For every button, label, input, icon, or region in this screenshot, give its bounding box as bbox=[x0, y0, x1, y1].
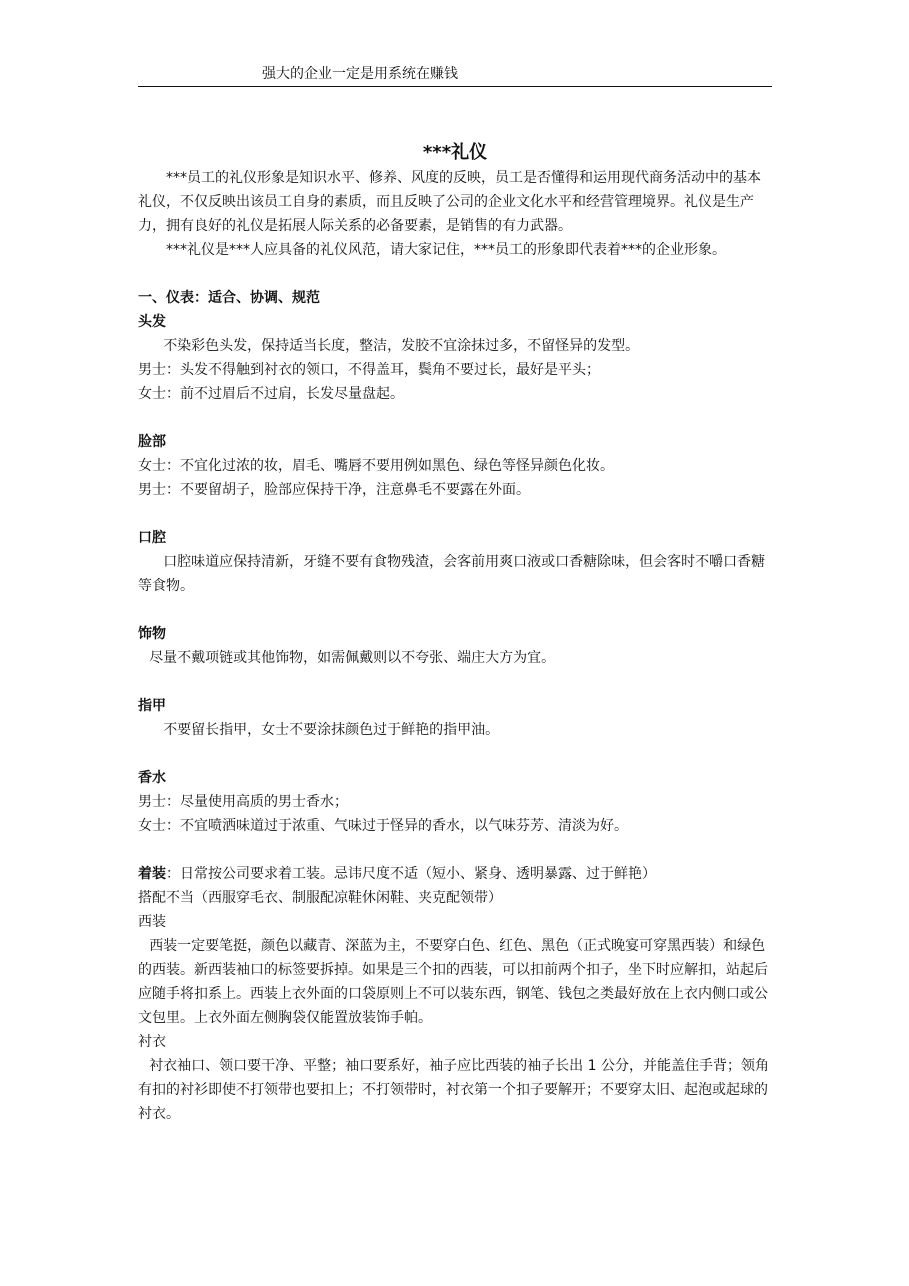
hair-general-text: 不染彩色头发，保持适当长度，整洁，发胶不宜涂抹过多，不留怪异的发型。 bbox=[163, 338, 640, 354]
accessories-text: 尽量不戴项链或其他饰物，如需佩戴则以不夸张、端庄大方为宜。 bbox=[149, 650, 556, 666]
subheading-nails: 指甲 bbox=[138, 698, 166, 714]
shirt-title: 衬衣 bbox=[138, 1034, 166, 1050]
subheading-hair: 头发 bbox=[138, 314, 166, 330]
shirt-text: 衬衣袖口、领口要干净、平整；袖口要系好，袖子应比西装的袖子长出 1 公分，并能盖住手背；领角有扣的衬衫即使不打领带也要扣上；不打领带时，衬衣第一个扣子要解开；不要穿太旧、起泡或起球的衬衣。 bbox=[138, 1058, 769, 1122]
perfume-male-text: 男士：尽量使用高质的男士香水； bbox=[138, 794, 348, 810]
dress-text-2: 搭配不当（西服穿毛衣、制服配凉鞋休闲鞋、夹克配领带） bbox=[138, 890, 502, 906]
header-divider bbox=[138, 86, 772, 87]
mouth-text: 口腔味道应保持清新，牙缝不要有食物残渣，会客前用爽口液或口香糖除味，但会客时不嚼口香糖等食物。 bbox=[138, 554, 766, 594]
intro-paragraph-2: ***礼仪是***人应具备的礼仪风范，请大家记住，***员工的形象即代表着***的企业形象。 bbox=[166, 242, 726, 258]
face-female-text: 女士：不宜化过浓的妆，眉毛、嘴唇不要用例如黑色、绿色等怪异颜色化妆。 bbox=[138, 458, 614, 474]
dress-text: ：日常按公司要求着工装。忌讳尺度不适（短小、紧身、透明暴露、过于鲜艳） bbox=[166, 866, 656, 882]
subheading-face: 脸部 bbox=[138, 434, 166, 450]
perfume-female-text: 女士：不宜喷洒味道过于浓重、气味过于怪异的香水，以气味芬芳、清淡为好。 bbox=[138, 818, 628, 834]
suit-text: 西装一定要笔挺，颜色以藏青、深蓝为主，不要穿白色、红色、黑色（正式晚宴可穿黑西装）和绿色的西装。新西装袖口的标签要拆掉。如果是三个扣的西装，可以扣前两个扣子，坐下时应解扣，站起后应随手将扣系上。西装上衣外面的口袋原则上不可以装东西，钢笔、钱包之类最好放在上衣内侧口或公文包里。上衣外面左侧胸袋仅能置放装饰手帕。 bbox=[138, 938, 768, 1026]
document-title: ***礼仪 bbox=[422, 142, 488, 163]
dress-label: 着装 bbox=[138, 866, 166, 882]
subheading-mouth: 口腔 bbox=[138, 530, 166, 546]
suit-title: 西装 bbox=[138, 914, 166, 930]
subheading-accessories: 饰物 bbox=[138, 626, 166, 642]
document-body bbox=[138, 140, 772, 1126]
face-male-text: 男士：不要留胡子，脸部应保持干净，注意鼻毛不要露在外面。 bbox=[138, 482, 530, 498]
intro-paragraph-1: ***员工的礼仪形象是知识水平、修养、风度的反映，员工是否懂得和运用现代商务活动中的基本礼仪，不仅反映出该员工自身的素质，而且反映了公司的企业文化水平和经营管理境界。礼仪是生产力，拥有良好的礼仪是拓展人际关系的必备要素，是销售的有力武器。 bbox=[138, 170, 761, 234]
hair-male-text: 男士：头发不得触到衬衣的领口，不得盖耳，鬓角不要过长，最好是平头； bbox=[138, 362, 600, 378]
section-heading-appearance: 一、仪表：适合、协调、规范 bbox=[138, 290, 320, 306]
nails-text: 不要留长指甲，女士不要涂抹颜色过于鲜艳的指甲油。 bbox=[163, 722, 500, 738]
subheading-perfume: 香水 bbox=[138, 770, 166, 786]
dress-paragraph bbox=[138, 862, 772, 886]
hair-female-text: 女士：前不过眉后不过肩，长发尽量盘起。 bbox=[138, 386, 404, 402]
page-header-text: 强大的企业一定是用系统在赚钱 bbox=[262, 66, 458, 82]
